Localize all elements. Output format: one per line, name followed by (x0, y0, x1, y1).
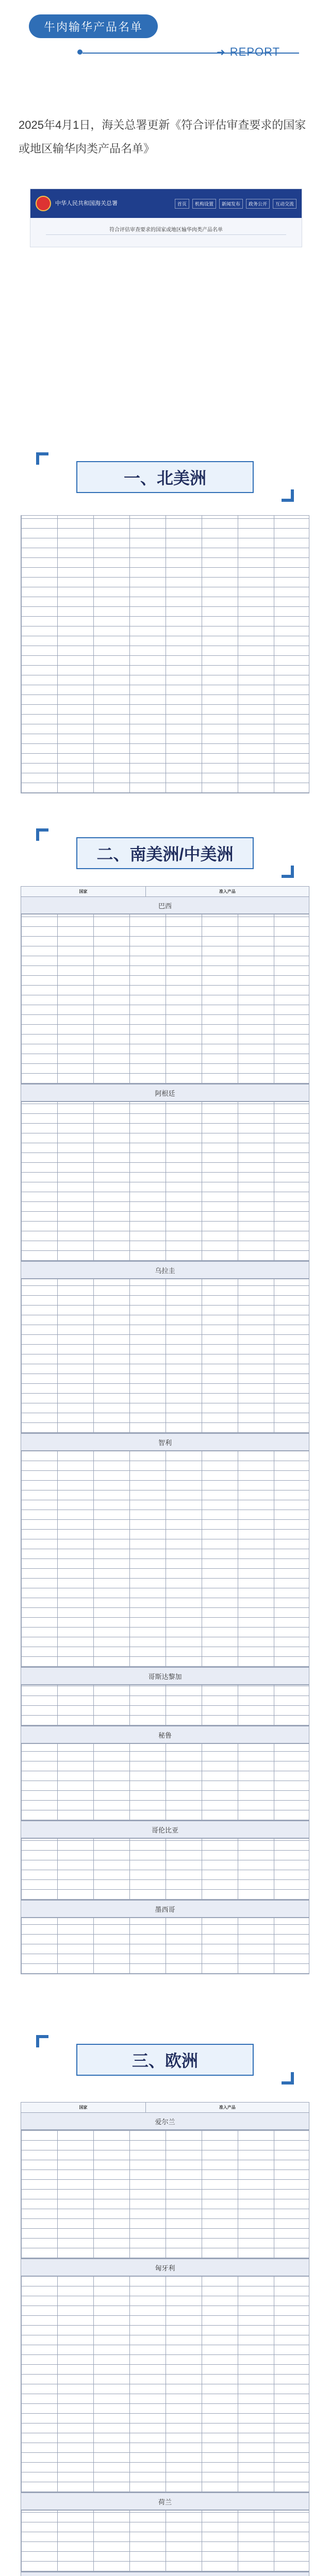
banner-title: 牛肉输华产品名单 (29, 14, 158, 38)
country-band: 乌拉圭 (21, 1261, 309, 1279)
arrow-right-icon: ➜ (217, 46, 226, 58)
country-band: 巴西 (21, 896, 309, 914)
section-title: 三、欧洲 (76, 2044, 254, 2076)
section-title: 二、南美洲/中美洲 (76, 837, 254, 869)
doc-header (30, 189, 302, 218)
doc-nav-item[interactable]: 首页 (175, 199, 189, 209)
argentina-rows (21, 1101, 309, 1261)
country-band: 智利 (21, 1433, 309, 1451)
country-band (21, 2572, 309, 2576)
intro-paragraph: 2025年4月1日，海关总署更新《符合评估审查要求的国家或地区输华肉类产品名单》 (19, 118, 306, 155)
section-north-america (36, 452, 294, 502)
mexico-rows (21, 1918, 309, 1974)
country-band: 哥斯达黎加 (21, 1667, 309, 1685)
country-band: 哥伦比亚 (21, 1821, 309, 1838)
doc-nav (175, 199, 296, 209)
ireland-rows (21, 2130, 309, 2259)
north-america-table (21, 515, 309, 793)
country-band: 墨西哥 (21, 1900, 309, 1918)
col-header: 准入产品 (145, 887, 309, 897)
country-band: 爱尔兰 (21, 2112, 309, 2130)
banner-report (217, 45, 280, 59)
col-header: 国家 (21, 2103, 146, 2113)
doc-nav-item[interactable]: 互动交流 (273, 199, 296, 209)
country-band: 阿根廷 (21, 1084, 309, 1101)
colombia-rows (21, 1838, 309, 1900)
hungary-rows (21, 2276, 309, 2493)
section-title: 一、北美洲 (76, 461, 254, 493)
netherlands-rows (21, 2510, 309, 2572)
doc-divider (46, 234, 286, 235)
south-america-table-header (21, 886, 309, 897)
banner-dot (77, 49, 82, 55)
doc-nav-item[interactable]: 机构设置 (192, 199, 216, 209)
doc-org: 中华人民共和国海关总署 (55, 200, 118, 207)
country-band: 秘鲁 (21, 1726, 309, 1743)
costa-rica-rows (21, 1685, 309, 1726)
europe-table-header (21, 2102, 309, 2113)
country-band: 荷兰 (21, 2493, 309, 2510)
col-header: 国家 (21, 887, 146, 897)
uruguay-rows (21, 1279, 309, 1433)
chile-rows (21, 1451, 309, 1667)
brazil-rows (21, 914, 309, 1084)
section-south-america (36, 828, 294, 878)
doc-title: 符合评估审查要求的国家或地区输华肉类产品名单 (109, 227, 223, 233)
report-label: REPORT (229, 45, 280, 58)
doc-nav-item[interactable]: 新闻发布 (219, 199, 243, 209)
col-header: 准入产品 (145, 2103, 309, 2113)
emblem-icon (36, 196, 51, 211)
peru-rows (21, 1743, 309, 1821)
section-europe (36, 2035, 294, 2084)
doc-nav-item[interactable]: 政务公开 (246, 199, 270, 209)
header-banner (10, 14, 320, 76)
document-screenshot (30, 189, 302, 247)
country-band: 匈牙利 (21, 2259, 309, 2276)
